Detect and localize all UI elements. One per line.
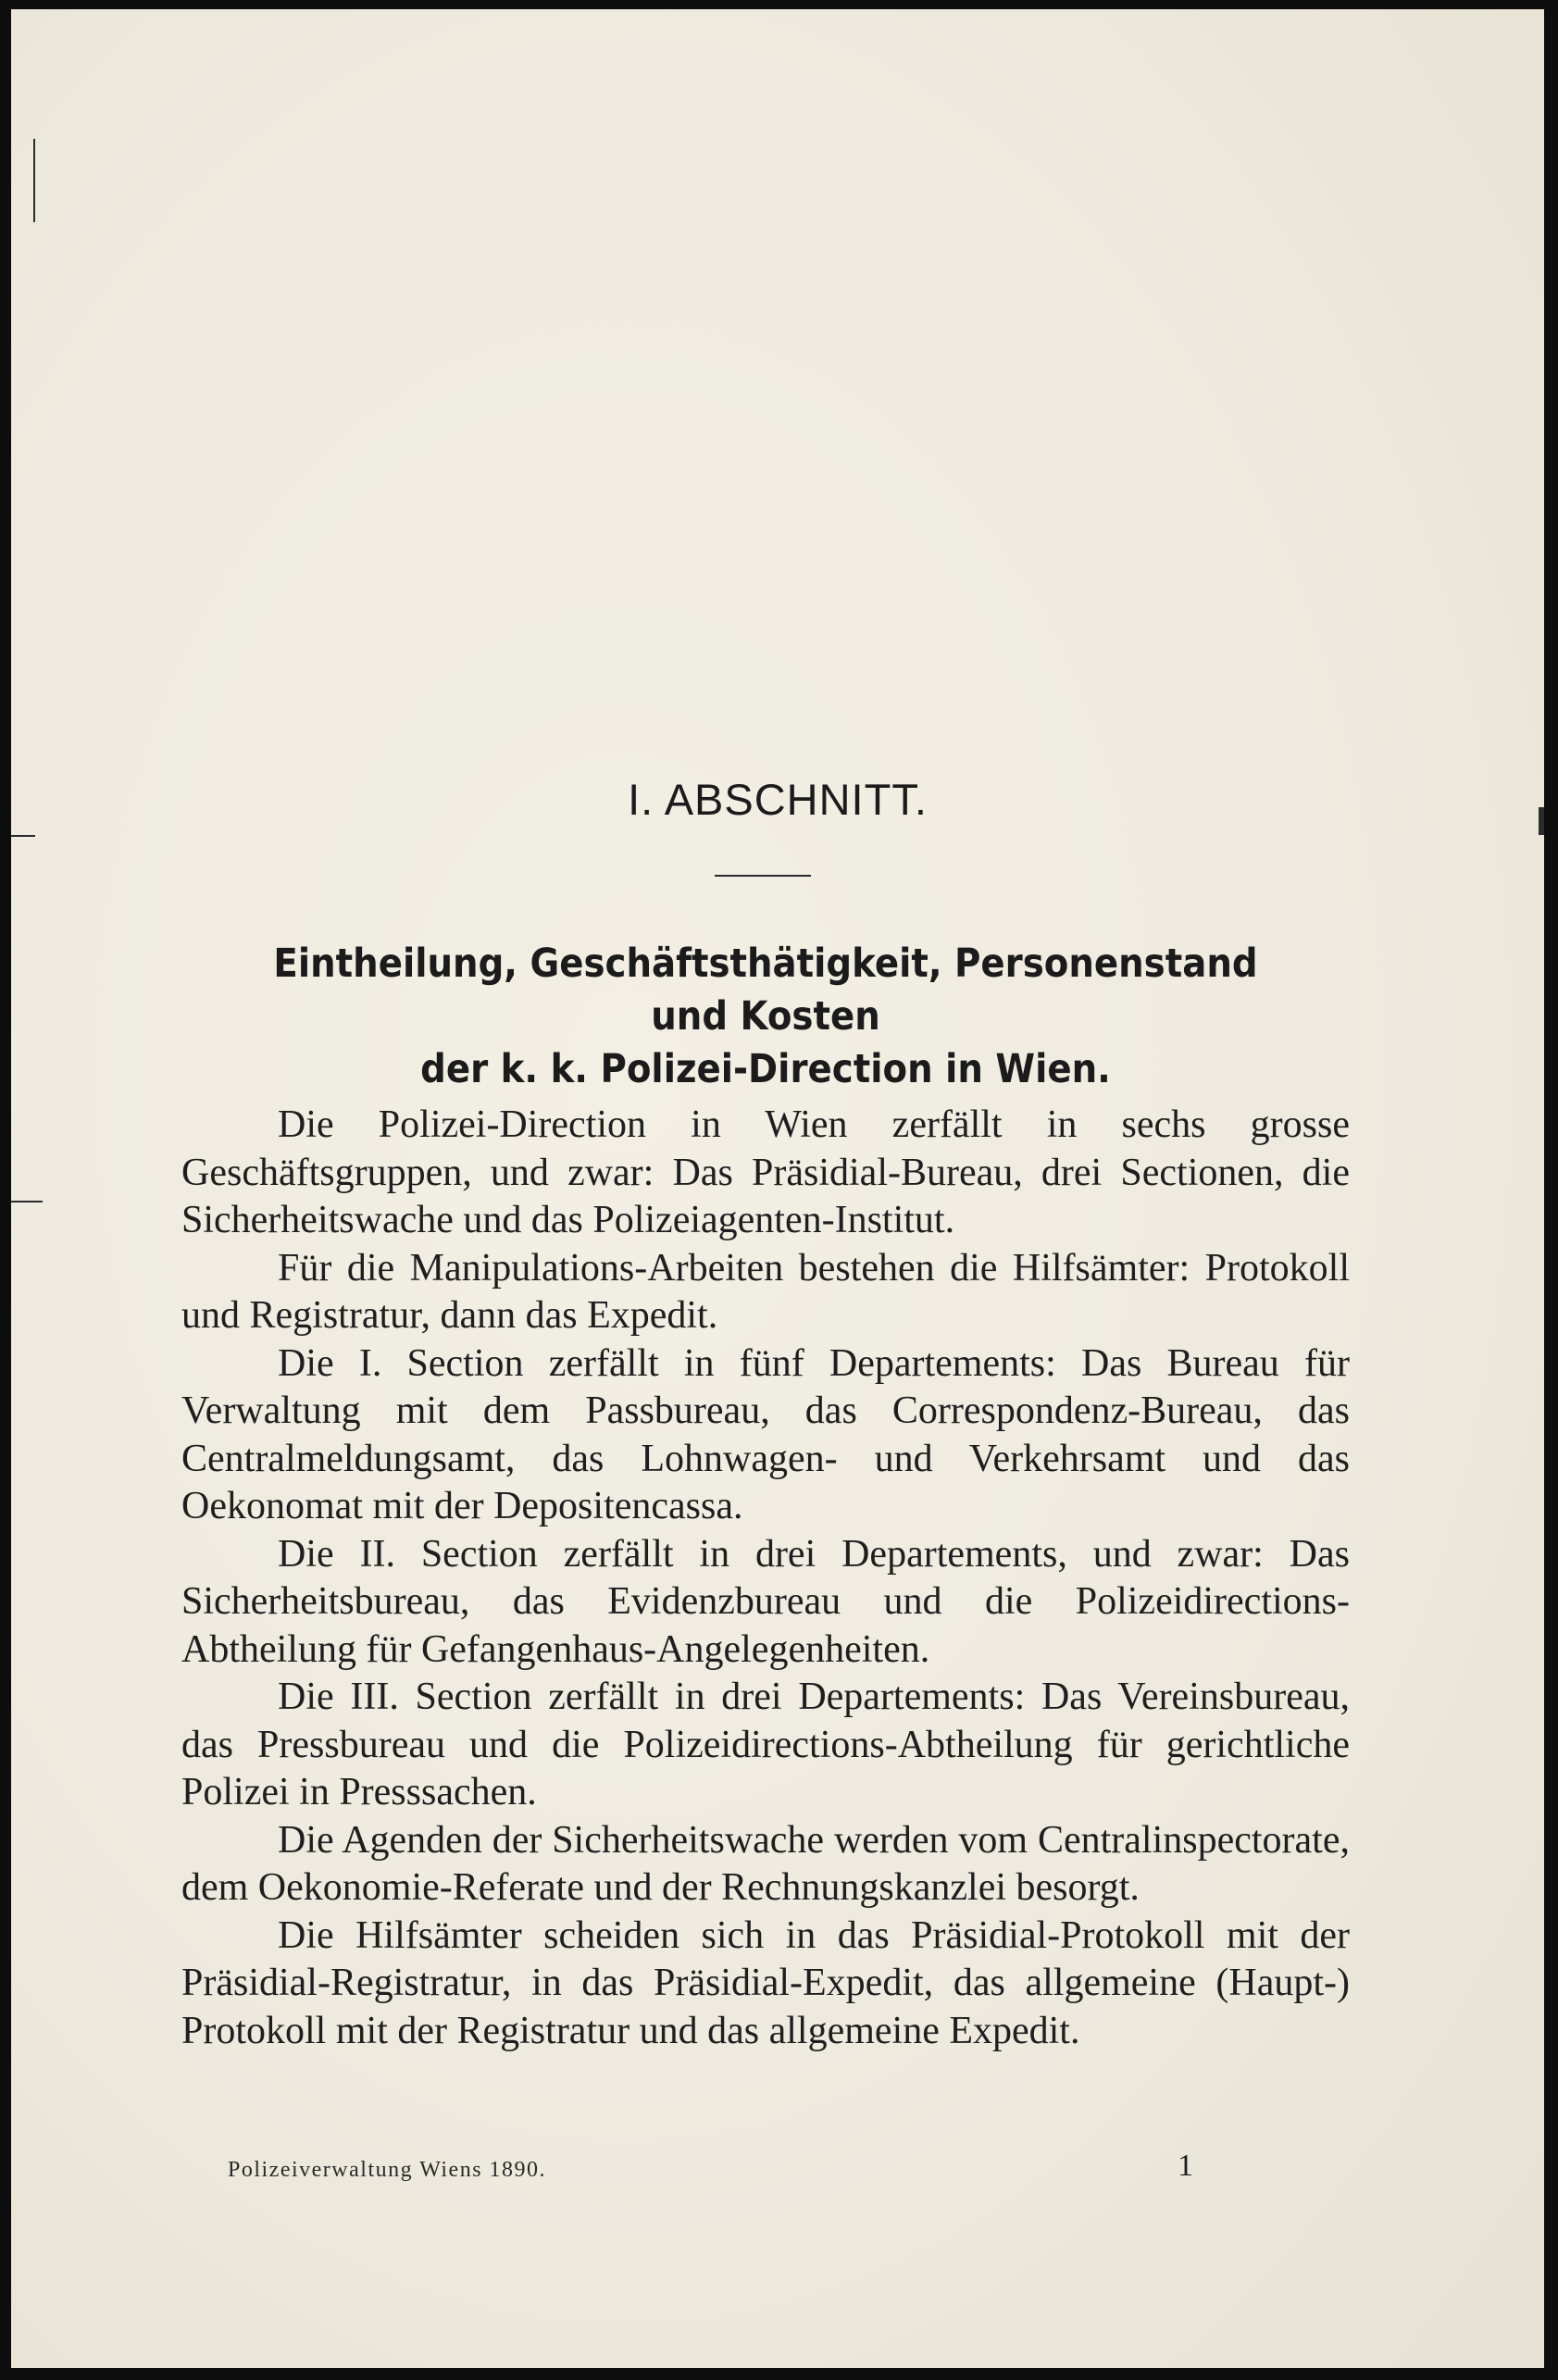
- section-heading: [237, 938, 1295, 1096]
- title-divider: [715, 875, 811, 877]
- footer-signature-mark: 1: [1178, 2149, 1193, 2183]
- scan-edge-mark-left-lower: [11, 1201, 43, 1202]
- footer-source-line: Polizeiverwaltung Wiens 1890.: [228, 2158, 547, 2182]
- paragraph: Die Agenden der Sicherheitswache werden vom Centralinspectorate, dem Oekonomie-Referate und der Rechnungskanzlei besorgt.: [181, 1818, 1350, 1909]
- paragraph: Die Hilfsämter scheiden sich in das Präsidial-Protokoll mit der Präsidial-Registratur, in das Präsidial-Expedit, das allgemeine (Haupt-) Protokoll mit der Registratur und das allgemeine Expedit.: [181, 1913, 1350, 2052]
- chapter-title: I. ABSCHNITT.: [628, 775, 928, 824]
- paragraph: Die III. Section zerfällt in drei Departements: Das Vereinsbureau, das Pressbureau und die Polizeidirections-Abtheilung für gerichtliche Polizei in Presssachen.: [181, 1676, 1350, 1813]
- paragraph: Die Polizei-Direction in Wien zerfällt in sechs grosse Geschäftsgruppen, und zwar: Das Präsidial-Bureau, drei Sectionen, die Sicherheitswache und das Polizeiagenten-Institut.: [181, 1103, 1350, 1241]
- scan-edge-mark-left-mid: [11, 835, 35, 837]
- body-text: [181, 1102, 1350, 2055]
- paragraph: Für die Manipulations-Arbeiten bestehen die Hilfsämter: Protokoll und Registratur, dann das Expedit.: [181, 1246, 1350, 1337]
- paragraph: Die II. Section zerfällt in drei Departements, und zwar: Das Sicherheitsbureau, das Evidenzbureau und die Polizeidirections-Abtheilung für Gefangenhaus-Angelegenheiten.: [181, 1532, 1350, 1671]
- heading-line-2: der k. k. Polizei-Direction in Wien.: [420, 1046, 1111, 1092]
- book-page: [11, 9, 1544, 2368]
- heading-line-1: Eintheilung, Geschäftsthätigkeit, Personenstand und Kosten: [273, 941, 1258, 1040]
- paragraph: Die I. Section zerfällt in fünf Departements: Das Bureau für Verwaltung mit dem Passbureau, das Correspondenz-Bureau, das Centralmeldungsamt, das Lohnwagen- und Verkehrsamt und das Oekonomat mit der Depositencassa.: [181, 1341, 1350, 1527]
- scan-edge-mark-left-top: [33, 139, 35, 222]
